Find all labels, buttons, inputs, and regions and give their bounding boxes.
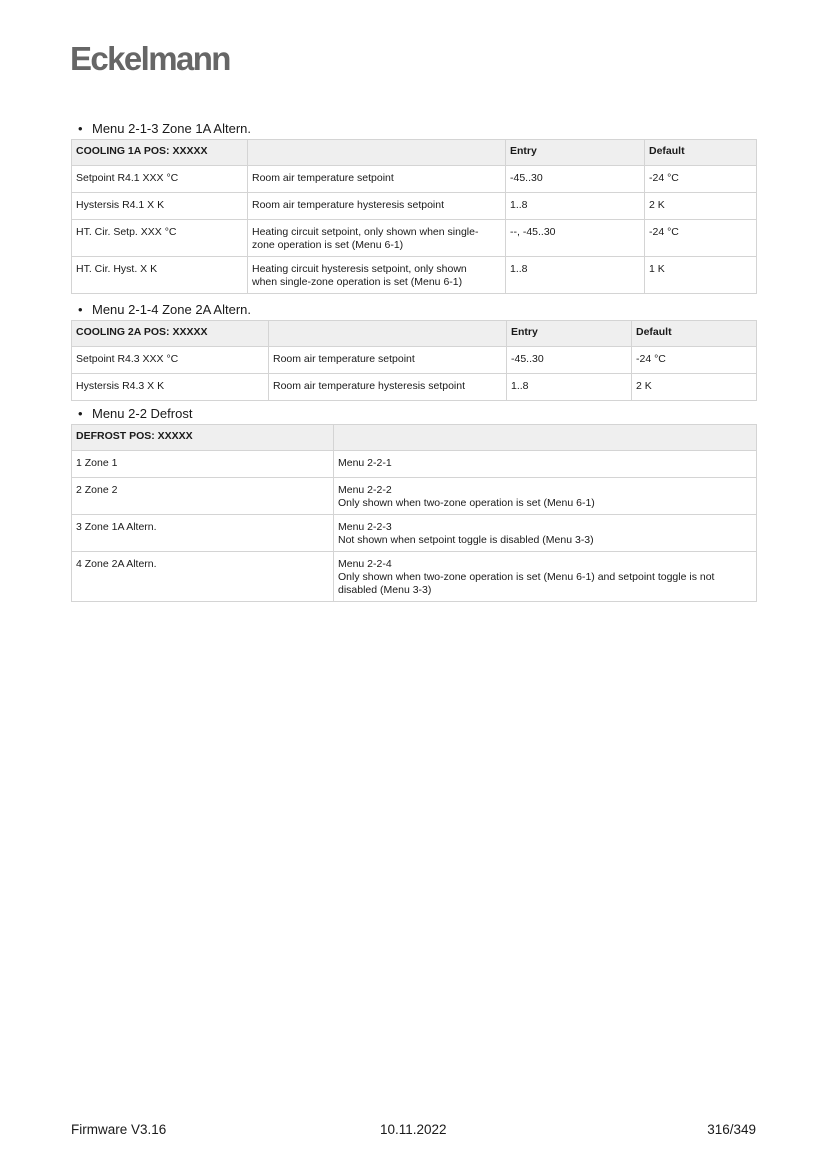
table-cooling-1a (71, 139, 757, 294)
description-cell (334, 552, 757, 602)
bullet-icon: • (78, 302, 83, 317)
item-cell: 4 Zone 2A Altern. (72, 552, 334, 602)
table-header-cell: Default (632, 321, 757, 347)
entry-cell: 1..8 (507, 374, 632, 401)
default-cell: 2 K (632, 374, 757, 401)
item-cell: 2 Zone 2 (72, 478, 334, 515)
param-cell: Hystersis R4.3 X K (72, 374, 269, 401)
default-cell: 1 K (645, 257, 757, 294)
eckelmann-logo: Eckelmann (70, 40, 230, 77)
table-row (72, 374, 757, 401)
table-header-cell: Default (645, 140, 757, 166)
section-title: Menu 2-2 Defrost (92, 406, 193, 421)
description-cell (334, 478, 757, 515)
description-line: Menu 2-2-4 (338, 558, 392, 570)
description-cell: Room air temperature hysteresis setpoint (269, 374, 507, 401)
table-header-cell: DEFROST POS: XXXXX (72, 425, 334, 451)
entry-cell: -45..30 (507, 347, 632, 374)
footer-date: 10.11.2022 (380, 1122, 447, 1137)
description-line: Only shown when two-zone operation is set (Menu 6-1) and setpoint toggle is not (338, 571, 715, 583)
table-header-cell: Entry (507, 321, 632, 347)
table-row (72, 193, 757, 220)
default-cell: 2 K (645, 193, 757, 220)
entry-cell: 1..8 (506, 257, 645, 294)
table-header-cell: Entry (506, 140, 645, 166)
param-cell: Hystersis R4.1 X K (72, 193, 248, 220)
table-row (72, 166, 757, 193)
description-line: Menu 2-2-3 (338, 521, 392, 533)
table-header-cell (334, 425, 757, 451)
table-defrost (71, 424, 757, 602)
section-heading-zone-2a (78, 302, 251, 317)
description-line: Heating circuit setpoint, only shown when single- (252, 226, 479, 238)
table-row (72, 515, 757, 552)
table-header-cell (248, 140, 506, 166)
table-header-cell: COOLING 1A POS: XXXXX (72, 140, 248, 166)
table-row (72, 347, 757, 374)
default-cell: -24 °C (645, 166, 757, 193)
table-row (72, 478, 757, 515)
item-cell: 3 Zone 1A Altern. (72, 515, 334, 552)
footer-page-number: 316/349 (707, 1122, 756, 1137)
description-cell: Room air temperature setpoint (269, 347, 507, 374)
item-cell: 1 Zone 1 (72, 451, 334, 478)
description-line: zone operation is set (Menu 6-1) (252, 239, 404, 251)
table-row (72, 220, 757, 257)
section-title: Menu 2-1-3 Zone 1A Altern. (92, 121, 251, 136)
table-header-row (72, 140, 757, 166)
param-cell: HT. Cir. Setp. XXX °C (72, 220, 248, 257)
description-cell: Room air temperature setpoint (248, 166, 506, 193)
table-header-cell: COOLING 2A POS: XXXXX (72, 321, 269, 347)
description-line: Menu 2-2-2 (338, 484, 392, 496)
description-cell: Menu 2-2-1 (334, 451, 757, 478)
param-cell: Setpoint R4.1 XXX °C (72, 166, 248, 193)
table-row (72, 552, 757, 602)
default-cell: -24 °C (632, 347, 757, 374)
param-cell: HT. Cir. Hyst. X K (72, 257, 248, 294)
entry-cell: 1..8 (506, 193, 645, 220)
entry-cell: --, -45..30 (506, 220, 645, 257)
default-cell: -24 °C (645, 220, 757, 257)
footer-firmware: Firmware V3.16 (71, 1122, 167, 1137)
table-row (72, 257, 757, 294)
description-cell: Room air temperature hysteresis setpoint (248, 193, 506, 220)
bullet-icon: • (78, 406, 83, 421)
description-line: disabled (Menu 3-3) (338, 584, 432, 596)
table-header-row (72, 425, 757, 451)
section-title: Menu 2-1-4 Zone 2A Altern. (92, 302, 251, 317)
entry-cell: -45..30 (506, 166, 645, 193)
table-header-row (72, 321, 757, 347)
description-line: when single-zone operation is set (Menu 6-1) (252, 276, 463, 288)
section-heading-zone-1a (78, 121, 251, 136)
section-heading-defrost (78, 406, 192, 421)
description-line: Only shown when two-zone operation is set (Menu 6-1) (338, 497, 595, 509)
bullet-icon: • (78, 121, 83, 136)
table-cooling-2a (71, 320, 757, 401)
param-cell: Setpoint R4.3 XXX °C (72, 347, 269, 374)
description-cell (248, 220, 506, 257)
description-line: Heating circuit hysteresis setpoint, only shown (252, 263, 467, 275)
table-header-cell (269, 321, 507, 347)
description-cell (334, 515, 757, 552)
table-row (72, 451, 757, 478)
description-line: Not shown when setpoint toggle is disabled (Menu 3-3) (338, 534, 594, 546)
description-cell (248, 257, 506, 294)
